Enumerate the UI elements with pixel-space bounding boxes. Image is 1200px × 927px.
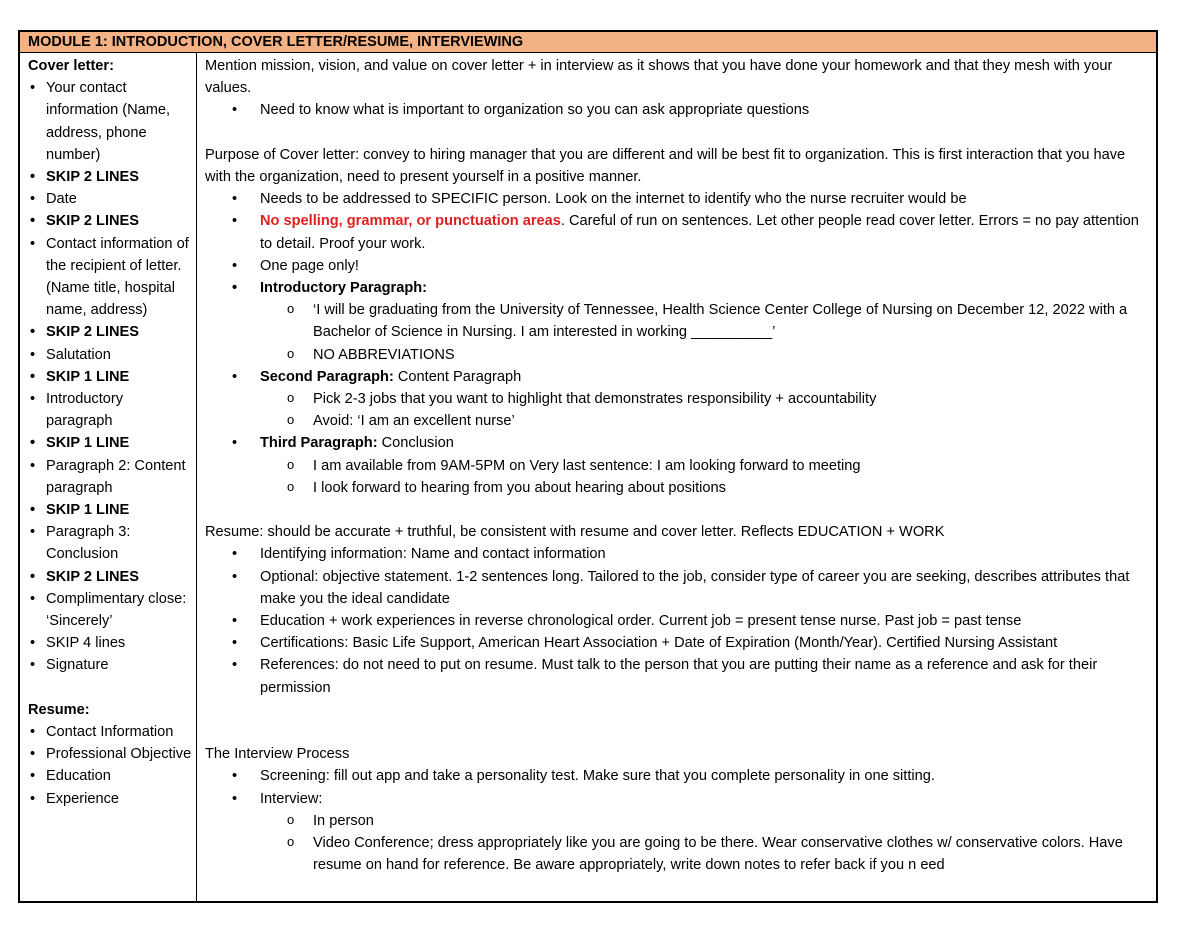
resume-heading: Resume: bbox=[28, 701, 90, 718]
cover-letter-list bbox=[28, 77, 192, 676]
sub-list-item: o Video Conference; dress appropriately like you are going to be there. Wear conservative clothes w/ conservative colors. Have resume on hand for reference. Be aware appropriately, write down notes to refer back if you n eed bbox=[205, 832, 1150, 876]
list-item: • Signature bbox=[28, 654, 192, 676]
list-item: • Certifications: Basic Life Support, American Heart Association + Date of Expiration (Month/Year). Certified Nursing Assistant bbox=[205, 632, 1150, 654]
list-item: • Second Paragraph: Content Paragraph bbox=[205, 366, 1150, 388]
list-item: • SKIP 1 LINE bbox=[28, 499, 192, 521]
list-item: • Paragraph 3: Conclusion bbox=[28, 521, 192, 565]
list-item: • Introductory paragraph bbox=[28, 388, 192, 432]
cover-letter-heading: Cover letter: bbox=[28, 58, 114, 74]
list-item: • Professional Objective bbox=[28, 743, 192, 765]
list-item: • Needs to be addressed to SPECIFIC person. Look on the internet to identify who the nurse recruiter would be bbox=[205, 188, 1150, 210]
list-item: • Date bbox=[28, 188, 192, 210]
list-item: • One page only! bbox=[205, 255, 1150, 277]
list-item: • Third Paragraph: Conclusion bbox=[205, 432, 1150, 454]
list-item: • Introductory Paragraph: bbox=[205, 277, 1150, 299]
list-item: • Optional: objective statement. 1-2 sentences long. Tailored to the job, consider type of career you are seeking, describes attributes that make you the ideal candidate bbox=[205, 566, 1150, 610]
notes-column bbox=[197, 53, 1156, 901]
list-item: • Your contact information (Name, address, phone number) bbox=[28, 77, 192, 166]
list-item: • Identifying information: Name and contact information bbox=[205, 543, 1150, 565]
sub-list-item: o I look forward to hearing from you about hearing about positions bbox=[205, 477, 1150, 499]
spelling-warning: No spelling, grammar, or punctuation areas bbox=[260, 213, 561, 230]
list-item: • Contact Information bbox=[28, 721, 192, 743]
list-item: • Education + work experiences in reverse chronological order. Current job = present tense nurse. Past job = past tense bbox=[205, 610, 1150, 632]
resume-paragraph: Resume: should be accurate + truthful, be consistent with resume and cover letter. Reflects EDUCATION + WORK bbox=[205, 524, 945, 541]
list-item: • SKIP 4 lines bbox=[28, 632, 192, 654]
outline-column bbox=[20, 53, 197, 901]
mission-paragraph: Mention mission, vision, and value on cover letter + in interview as it shows that you have done your homework and that they mesh with your values. bbox=[205, 58, 1113, 97]
interview-heading: The Interview Process bbox=[205, 746, 350, 763]
resume-list bbox=[28, 721, 192, 810]
list-item: • Complimentary close: ‘Sincerely’ bbox=[28, 588, 192, 632]
list-item: • SKIP 2 LINES bbox=[28, 210, 192, 232]
sub-list-item: o Avoid: ‘I am an excellent nurse’ bbox=[205, 410, 1150, 432]
list-item: • Need to know what is important to organization so you can ask appropriate questions bbox=[205, 99, 1150, 121]
cover-letter-tips bbox=[205, 188, 1150, 299]
module-title: MODULE 1: INTRODUCTION, COVER LETTER/RESUME, INTERVIEWING bbox=[20, 32, 1156, 53]
list-item: • Paragraph 2: Content paragraph bbox=[28, 455, 192, 499]
list-item: • Experience bbox=[28, 788, 192, 810]
list-item: • References: do not need to put on resume. Must talk to the person that you are putting their name as a reference and ask for their permission bbox=[205, 654, 1150, 698]
list-item: • Education bbox=[28, 765, 192, 787]
list-item: • SKIP 1 LINE bbox=[28, 432, 192, 454]
list-item: • SKIP 2 LINES bbox=[28, 321, 192, 343]
list-item: • No spelling, grammar, or punctuation areas. Careful of run on sentences. Let other people read cover letter. Errors = no pay attention to detail. Proof your work. bbox=[205, 210, 1150, 254]
list-item: • Contact information of the recipient of letter. (Name title, hospital name, address) bbox=[28, 233, 192, 322]
sub-list-item: o In person bbox=[205, 810, 1150, 832]
purpose-paragraph: Purpose of Cover letter: convey to hiring manager that you are different and will be best fit to organization. This is first interaction that you have with the organization, need to present yourself in a positive manner. bbox=[205, 146, 1126, 185]
sub-list-item: o ‘I will be graduating from the University of Tennessee, Health Science Center College of Nursing on December 12, 2022 with a Bachelor of Science in Nursing. I am interested in working __________’ bbox=[205, 299, 1150, 343]
list-item: • Salutation bbox=[28, 344, 192, 366]
resume-tips bbox=[205, 543, 1150, 698]
notes-table bbox=[18, 30, 1158, 903]
sub-list-item: o Pick 2-3 jobs that you want to highlight that demonstrates responsibility + accountability bbox=[205, 388, 1150, 410]
list-item: • Interview: bbox=[205, 788, 1150, 810]
list-item: • SKIP 1 LINE bbox=[28, 366, 192, 388]
sub-list-item: o NO ABBREVIATIONS bbox=[205, 344, 1150, 366]
list-item: • Screening: fill out app and take a personality test. Make sure that you complete personality in one sitting. bbox=[205, 765, 1150, 787]
sub-list-item: o I am available from 9AM-5PM on Very last sentence: I am looking forward to meeting bbox=[205, 455, 1150, 477]
list-item: • SKIP 2 LINES bbox=[28, 166, 192, 188]
list-item: • SKIP 2 LINES bbox=[28, 566, 192, 588]
